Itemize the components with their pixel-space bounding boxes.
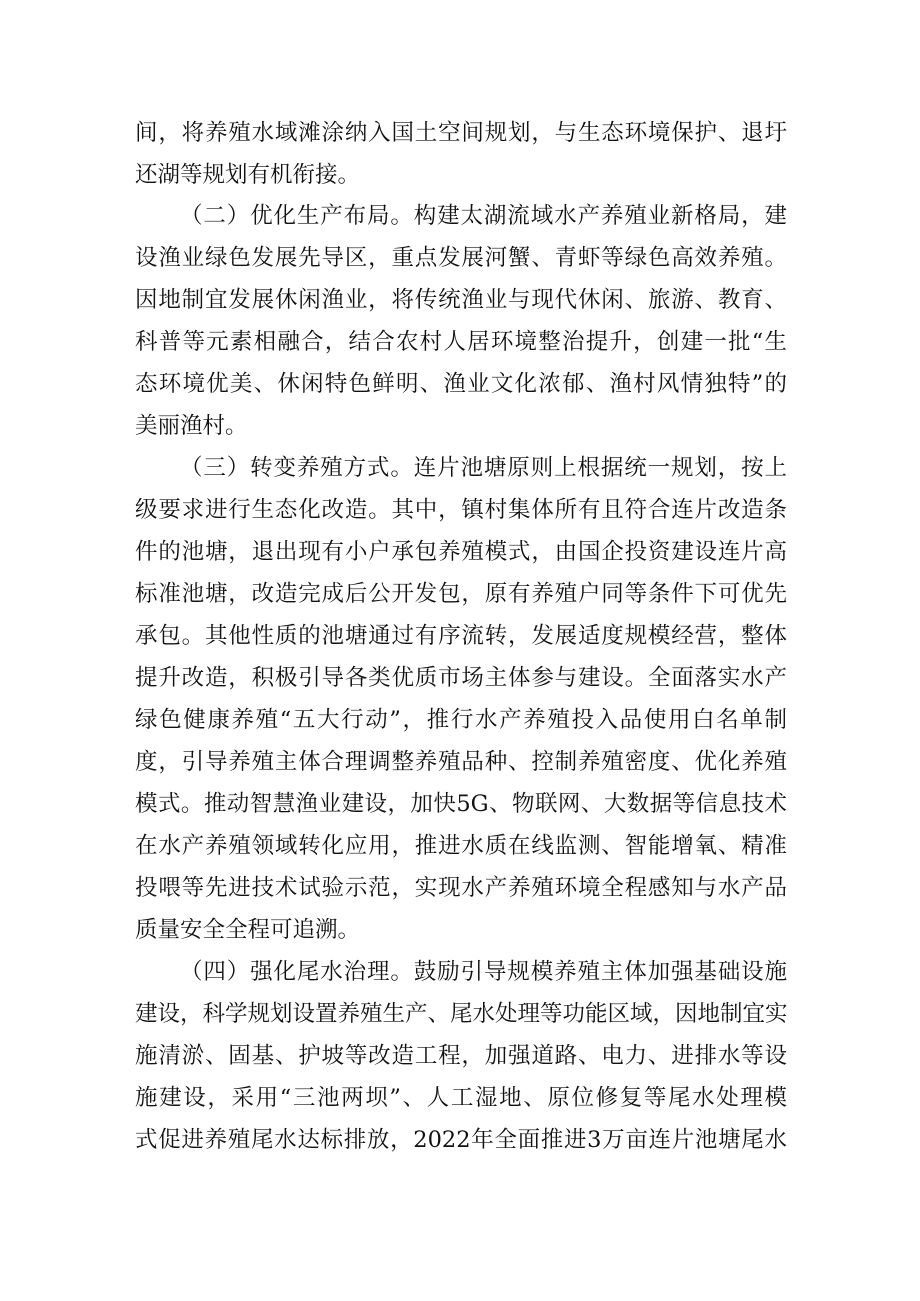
text-line: 模式。推动智慧渔业建设，加快5G、物联网、大数据等信息技术 <box>135 791 787 817</box>
text-line: 施建设，采用“三池两坝”、人工湿地、原位修复等尾水处理模 <box>135 1085 787 1111</box>
text-line: 科普等元素相融合，结合农村人居环境整治提升，创建一批“生 <box>135 329 787 355</box>
text-line: 还湖等规划有机衔接。 <box>135 162 361 188</box>
text-line: 件的池塘，退出现有小户承包养殖模式，由国企投资建设连片高 <box>135 539 787 565</box>
text-line: 提升改造，积极引导各类优质市场主体参与建设。全面落实水产 <box>135 665 787 691</box>
text-line: 因地制宜发展休闲渔业，将传统渔业与现代休闲、旅游、教育、 <box>135 287 787 313</box>
text-line: 质量安全全程可追溯。 <box>135 917 361 943</box>
text-line: 建设，科学规划设置养殖生产、尾水处理等功能区域，因地制宜实 <box>135 1001 788 1027</box>
text-line: 投喂等先进技术试验示范，实现水产养殖环境全程感知与水产品 <box>135 875 787 901</box>
paragraph-first-line: （三）转变养殖方式。连片池塘原则上根据统一规划，按上 <box>180 455 787 481</box>
text-line: 间，将养殖水域滩涂纳入国土空间规划，与生态环境保护、退圩 <box>135 120 787 146</box>
paragraph-first-line: （二）优化生产布局。构建太湖流域水产养殖业新格局，建 <box>180 203 787 229</box>
paragraph-first-line: （四）强化尾水治理。鼓励引导规模养殖主体加强基础设施 <box>180 959 787 985</box>
text-line: 级要求进行生态化改造。其中，镇村集体所有且符合连片改造条 <box>135 497 787 523</box>
text-line: 施清淤、固基、护坡等改造工程，加强道路、电力、进排水等设 <box>135 1043 787 1069</box>
text-line: 美丽渔村。 <box>135 413 248 439</box>
text-line: 绿色健康养殖“五大行动”，推行水产养殖投入品使用白名单制 <box>135 707 787 733</box>
text-line: 态环境优美、休闲特色鲜明、渔业文化浓郁、渔村风情独特”的 <box>135 371 787 397</box>
text-line: 承包。其他性质的池塘通过有序流转，发展适度规模经营，整体 <box>135 623 787 649</box>
text-line: 度，引导养殖主体合理调整养殖品种、控制养殖密度、优化养殖 <box>135 749 787 775</box>
text-line: 式促进养殖尾水达标排放，2022年全面推进3万亩连片池塘尾水 <box>135 1127 787 1153</box>
text-line: 设渔业绿色发展先导区，重点发展河蟹、青虾等绿色高效养殖。 <box>135 245 787 271</box>
text-line: 在水产养殖领域转化应用，推进水质在线监测、智能增氧、精准 <box>135 833 787 859</box>
text-line: 标准池塘，改造完成后公开发包，原有养殖户同等条件下可优先 <box>135 581 787 607</box>
